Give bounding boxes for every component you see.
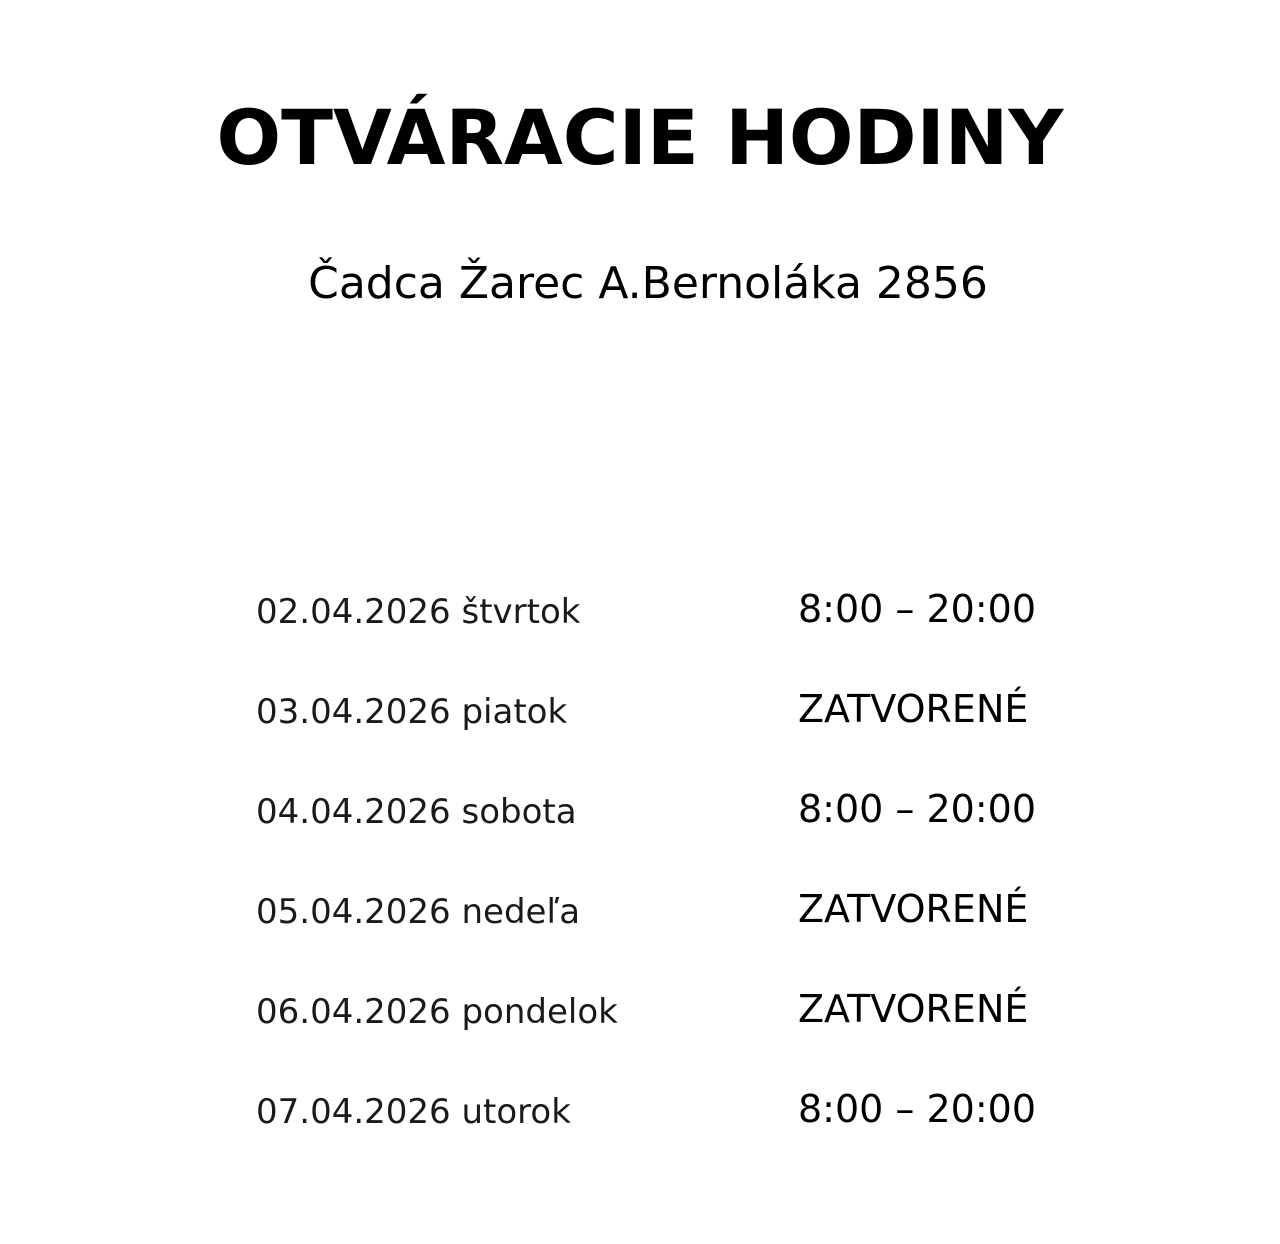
schedule-row [0, 680, 1280, 740]
schedule-hours: 8:00 – 20:00 [798, 587, 1037, 631]
page-title: OTVÁRACIE HODINY [216, 93, 1064, 182]
store-address: Čadca Žarec A.Bernoláka 2856 [308, 258, 988, 309]
schedule-date: 03.04.2026 piatok [256, 692, 568, 732]
schedule-date: 06.04.2026 pondelok [256, 992, 618, 1032]
schedule-row [0, 880, 1280, 940]
schedule-row [0, 1080, 1280, 1140]
schedule-hours: ZATVORENÉ [798, 887, 1029, 931]
schedule-row [0, 980, 1280, 1040]
schedule-row [0, 780, 1280, 840]
schedule-hours: ZATVORENÉ [798, 987, 1029, 1031]
schedule-hours: ZATVORENÉ [798, 687, 1029, 731]
schedule-hours: 8:00 – 20:00 [798, 787, 1037, 831]
schedule-date: 05.04.2026 nedeľa [256, 892, 581, 932]
schedule-hours: 8:00 – 20:00 [798, 1087, 1037, 1131]
schedule-row [0, 580, 1280, 640]
schedule-date: 07.04.2026 utorok [256, 1092, 571, 1132]
schedule-date: 04.04.2026 sobota [256, 792, 577, 832]
schedule-date: 02.04.2026 štvrtok [256, 592, 581, 632]
